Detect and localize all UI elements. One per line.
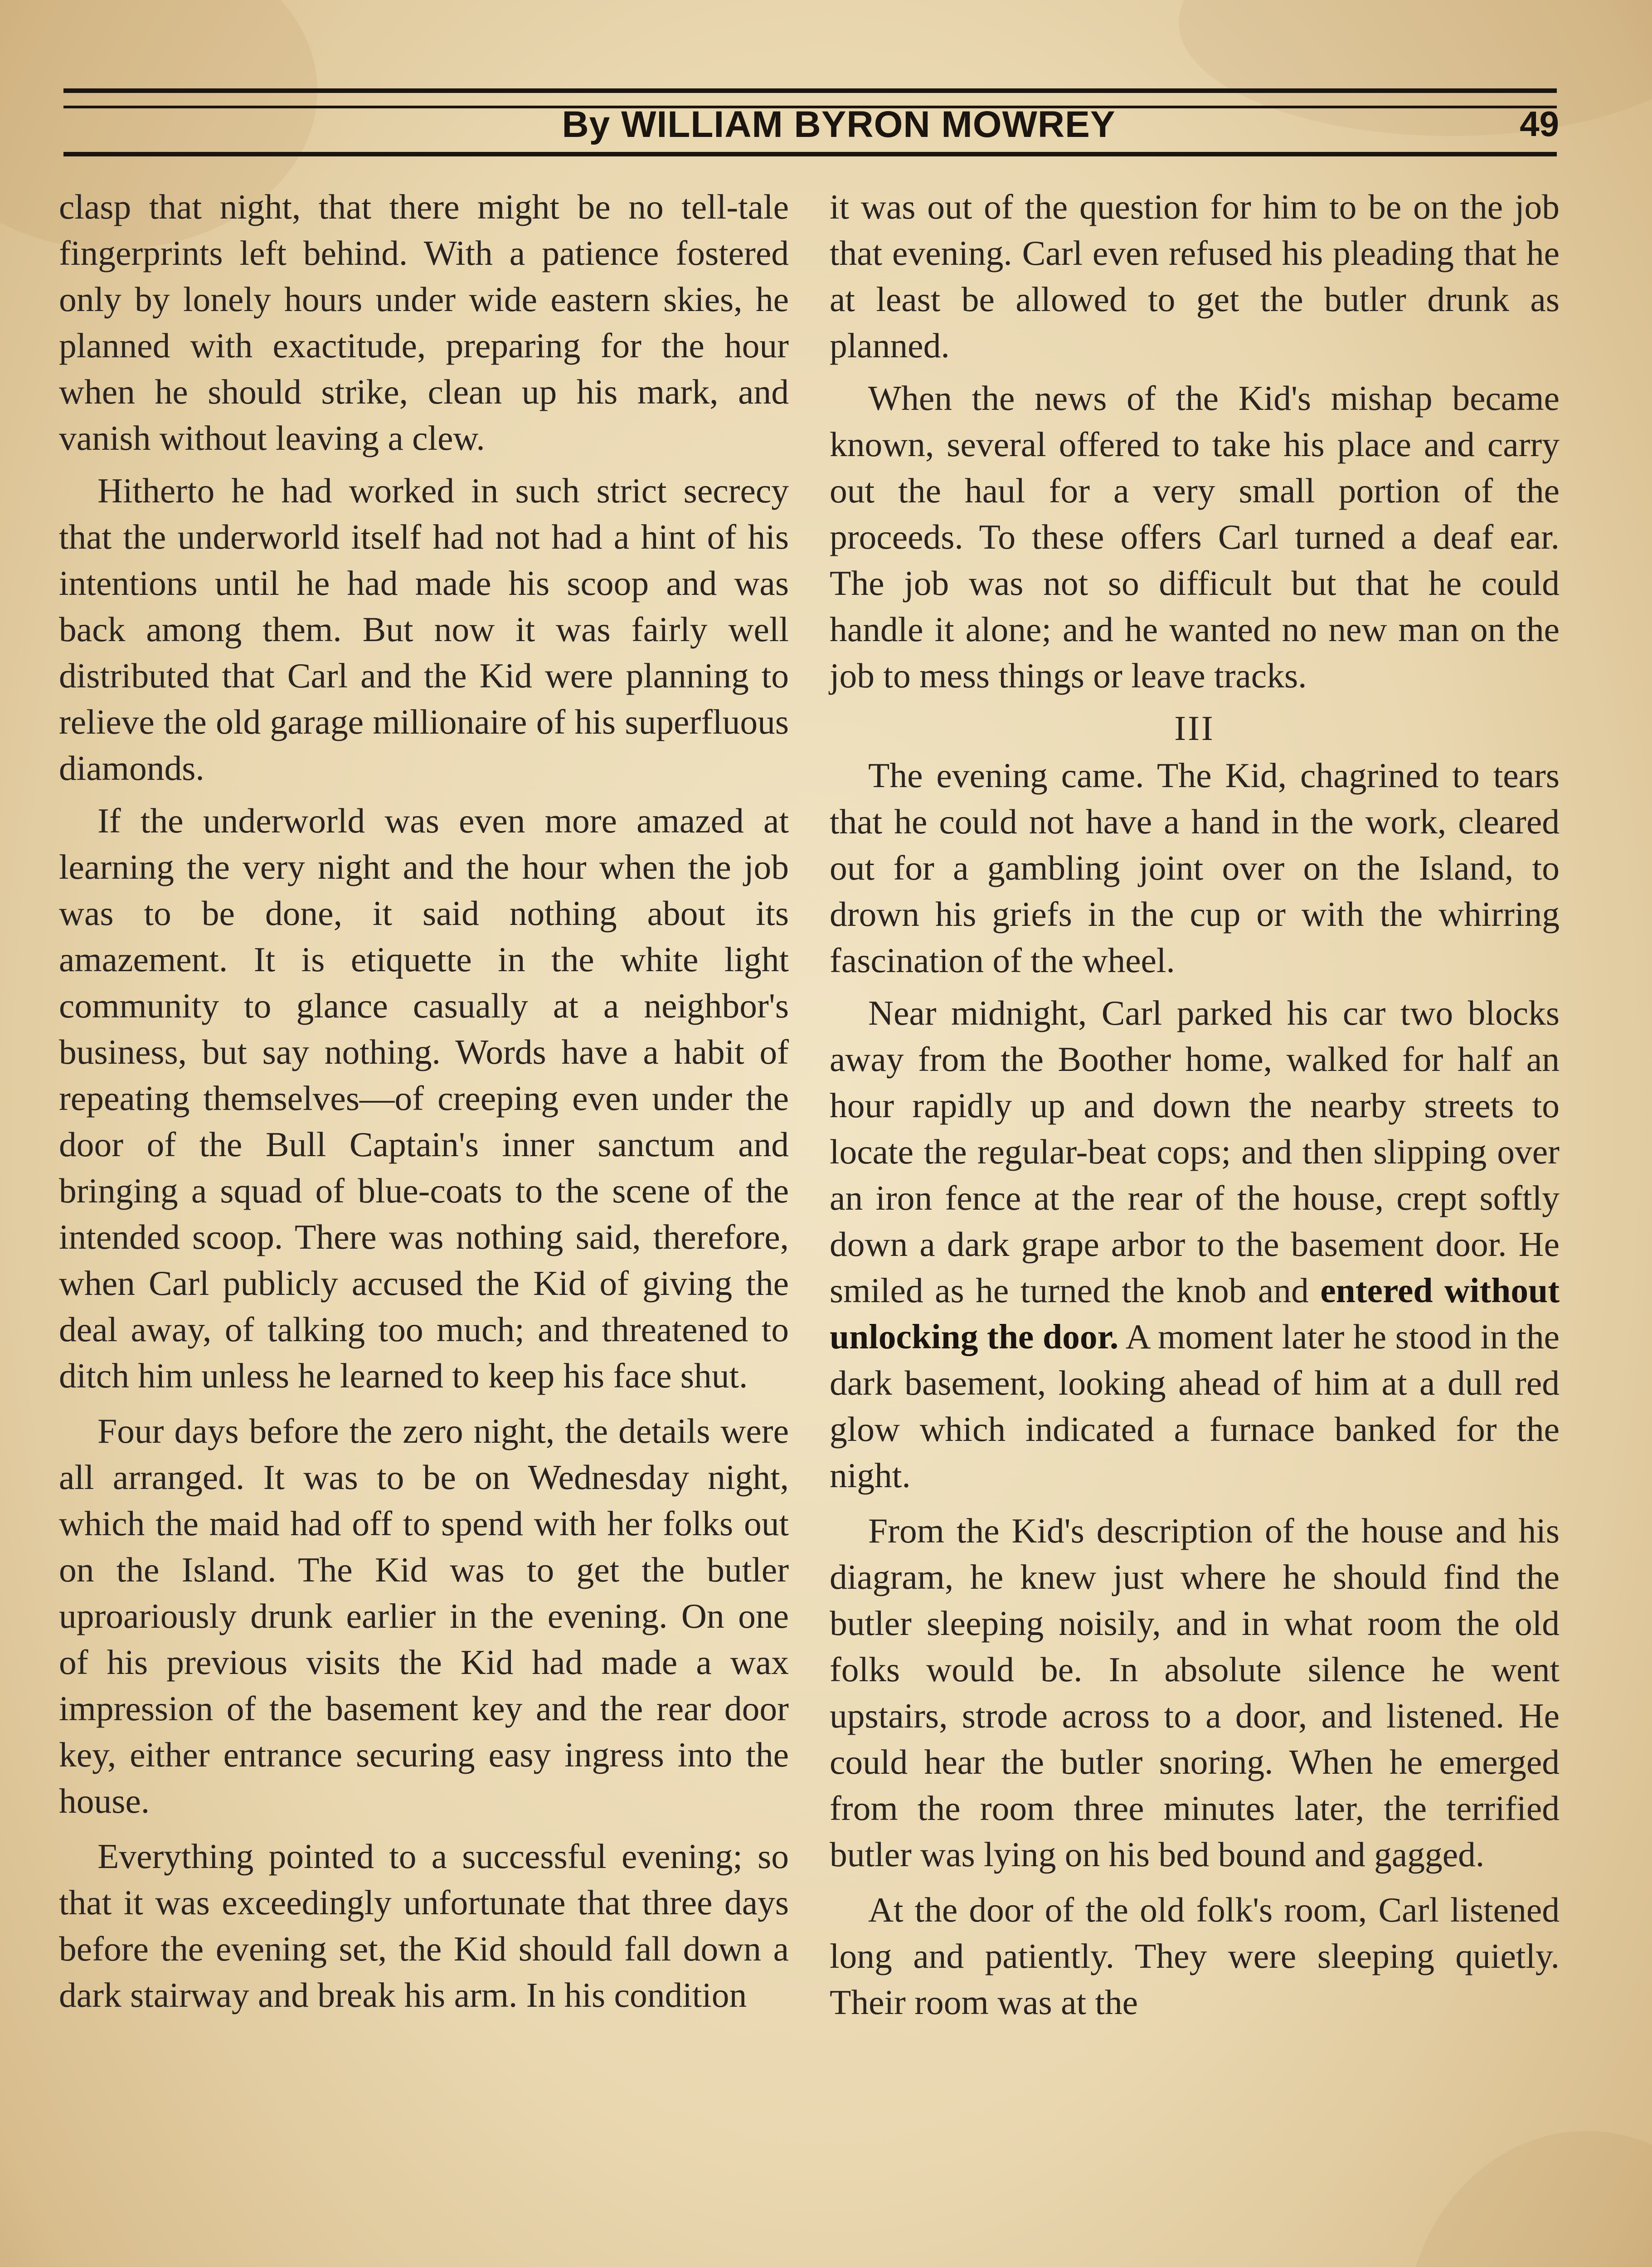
section-heading: III: [1174, 709, 1215, 748]
paragraph: Four days before the zero night, the details were all arranged. It was to be on Wednesday night, which the maid had off to spend with her folks out on the Island. The Kid was to get the butler uproariously drunk earlier in the evening. On one of his previous visits the Kid had made a wax impression of the basement key and the rear door key, either entrance securing easy ingress into the house.: [59, 1411, 789, 1820]
bold-emphasis: entered without unlocking the door.: [830, 1271, 1560, 1356]
text-column-left: [59, 184, 789, 2024]
running-header-byline: By WILLIAM BYRON MOWREY: [562, 104, 1116, 145]
paper-stain: [1405, 2131, 1652, 2267]
page-number: 49: [1520, 104, 1559, 144]
paragraph: At the door of the old folk's room, Carl listened long and patiently. They were sleeping quietly. Their room was at the: [830, 1890, 1560, 2022]
paragraph: From the Kid's description of the house and his diagram, he knew just where he should find the butler sleeping noisily, and in what room the old folks would be. In absolute silence he went upstairs, strode across to a door, and listened. He could hear the butler snoring. When he emerged from the room three minutes later, the terrified butler was lying on his bed bound and gagged.: [830, 1511, 1560, 1874]
text-column-right: [830, 184, 1560, 2032]
paragraph: clasp that night, that there might be no tell-tale fingerprints left behind. With a patience fostered only by lonely hours under wide eastern skies, he planned with exactitude, preparing for the hour when he should strike, clean up his mark, and vanish without leaving a clew.: [59, 187, 789, 457]
paragraph: The evening came. The Kid, chagrined to tears that he could not have a hand in the work, cleared out for a gambling joint over on the Island, to drown his griefs in the cup or with the whirring fascination of the wheel.: [830, 756, 1560, 980]
paragraph-with-emphasis: [830, 990, 1560, 1498]
paragraph: When the news of the Kid's mishap became known, several offered to take his place and carry out the haul for a very small portion of the proceeds. To these offers Carl turned a deaf ear. The job was not so difficult but that he could handle it alone; and he wanted no new man on the job to mess things or leave tracks.: [830, 379, 1560, 695]
paragraph: If the underworld was even more amazed at learning the very night and the hour when the job was to be done, it said nothing about its amazement. It is etiquette in the white light community to glance casually at a neighbor's business, but say nothing. Words have a habit of repeating themselves—of creeping even under the door of the Bull Captain's inner sanctum and bringing a squad of blue-coats to the scene of the intended scoop. There was nothing said, therefore, when Carl publicly accused the Kid of giving the deal away, of talking too much; and threatened to ditch him unless he learned to keep his face shut.: [59, 801, 789, 1395]
paragraph: Hitherto he had worked in such strict secrecy that the underworld itself had not had a hint of his intentions until he had made his scoop and was back among them. But now it was fairly well distributed that Carl and the Kid were planning to relieve the old garage millionaire of his superfluous diamonds.: [59, 471, 789, 788]
paragraph: Everything pointed to a successful evening; so that it was exceedingly unfortunate that three days before the evening set, the Kid should fall down a dark stairway and break his arm. In his condition: [59, 1837, 789, 2014]
paragraph: it was out of the question for him to be on the job that evening. Carl even refused his pleading that he at least be allowed to get the butler drunk as planned.: [830, 187, 1560, 365]
paragraph-text: Near midnight, Carl parked his car two blocks away from the Boother home, walked for half an hour rapidly up and down the nearby streets to locate the regular-beat cops; and then slipping over an iron fence at the rear of the house, crept softly down a dark grape arbor to the basement door. He smiled as he turned the knob and: [830, 993, 1560, 1310]
paragraph-text: A moment later he stood in the dark basement, looking ahead of him at a dull red glow which indicated a furnace banked for the night.: [830, 1317, 1560, 1495]
header-rule-bottom: [63, 152, 1557, 156]
